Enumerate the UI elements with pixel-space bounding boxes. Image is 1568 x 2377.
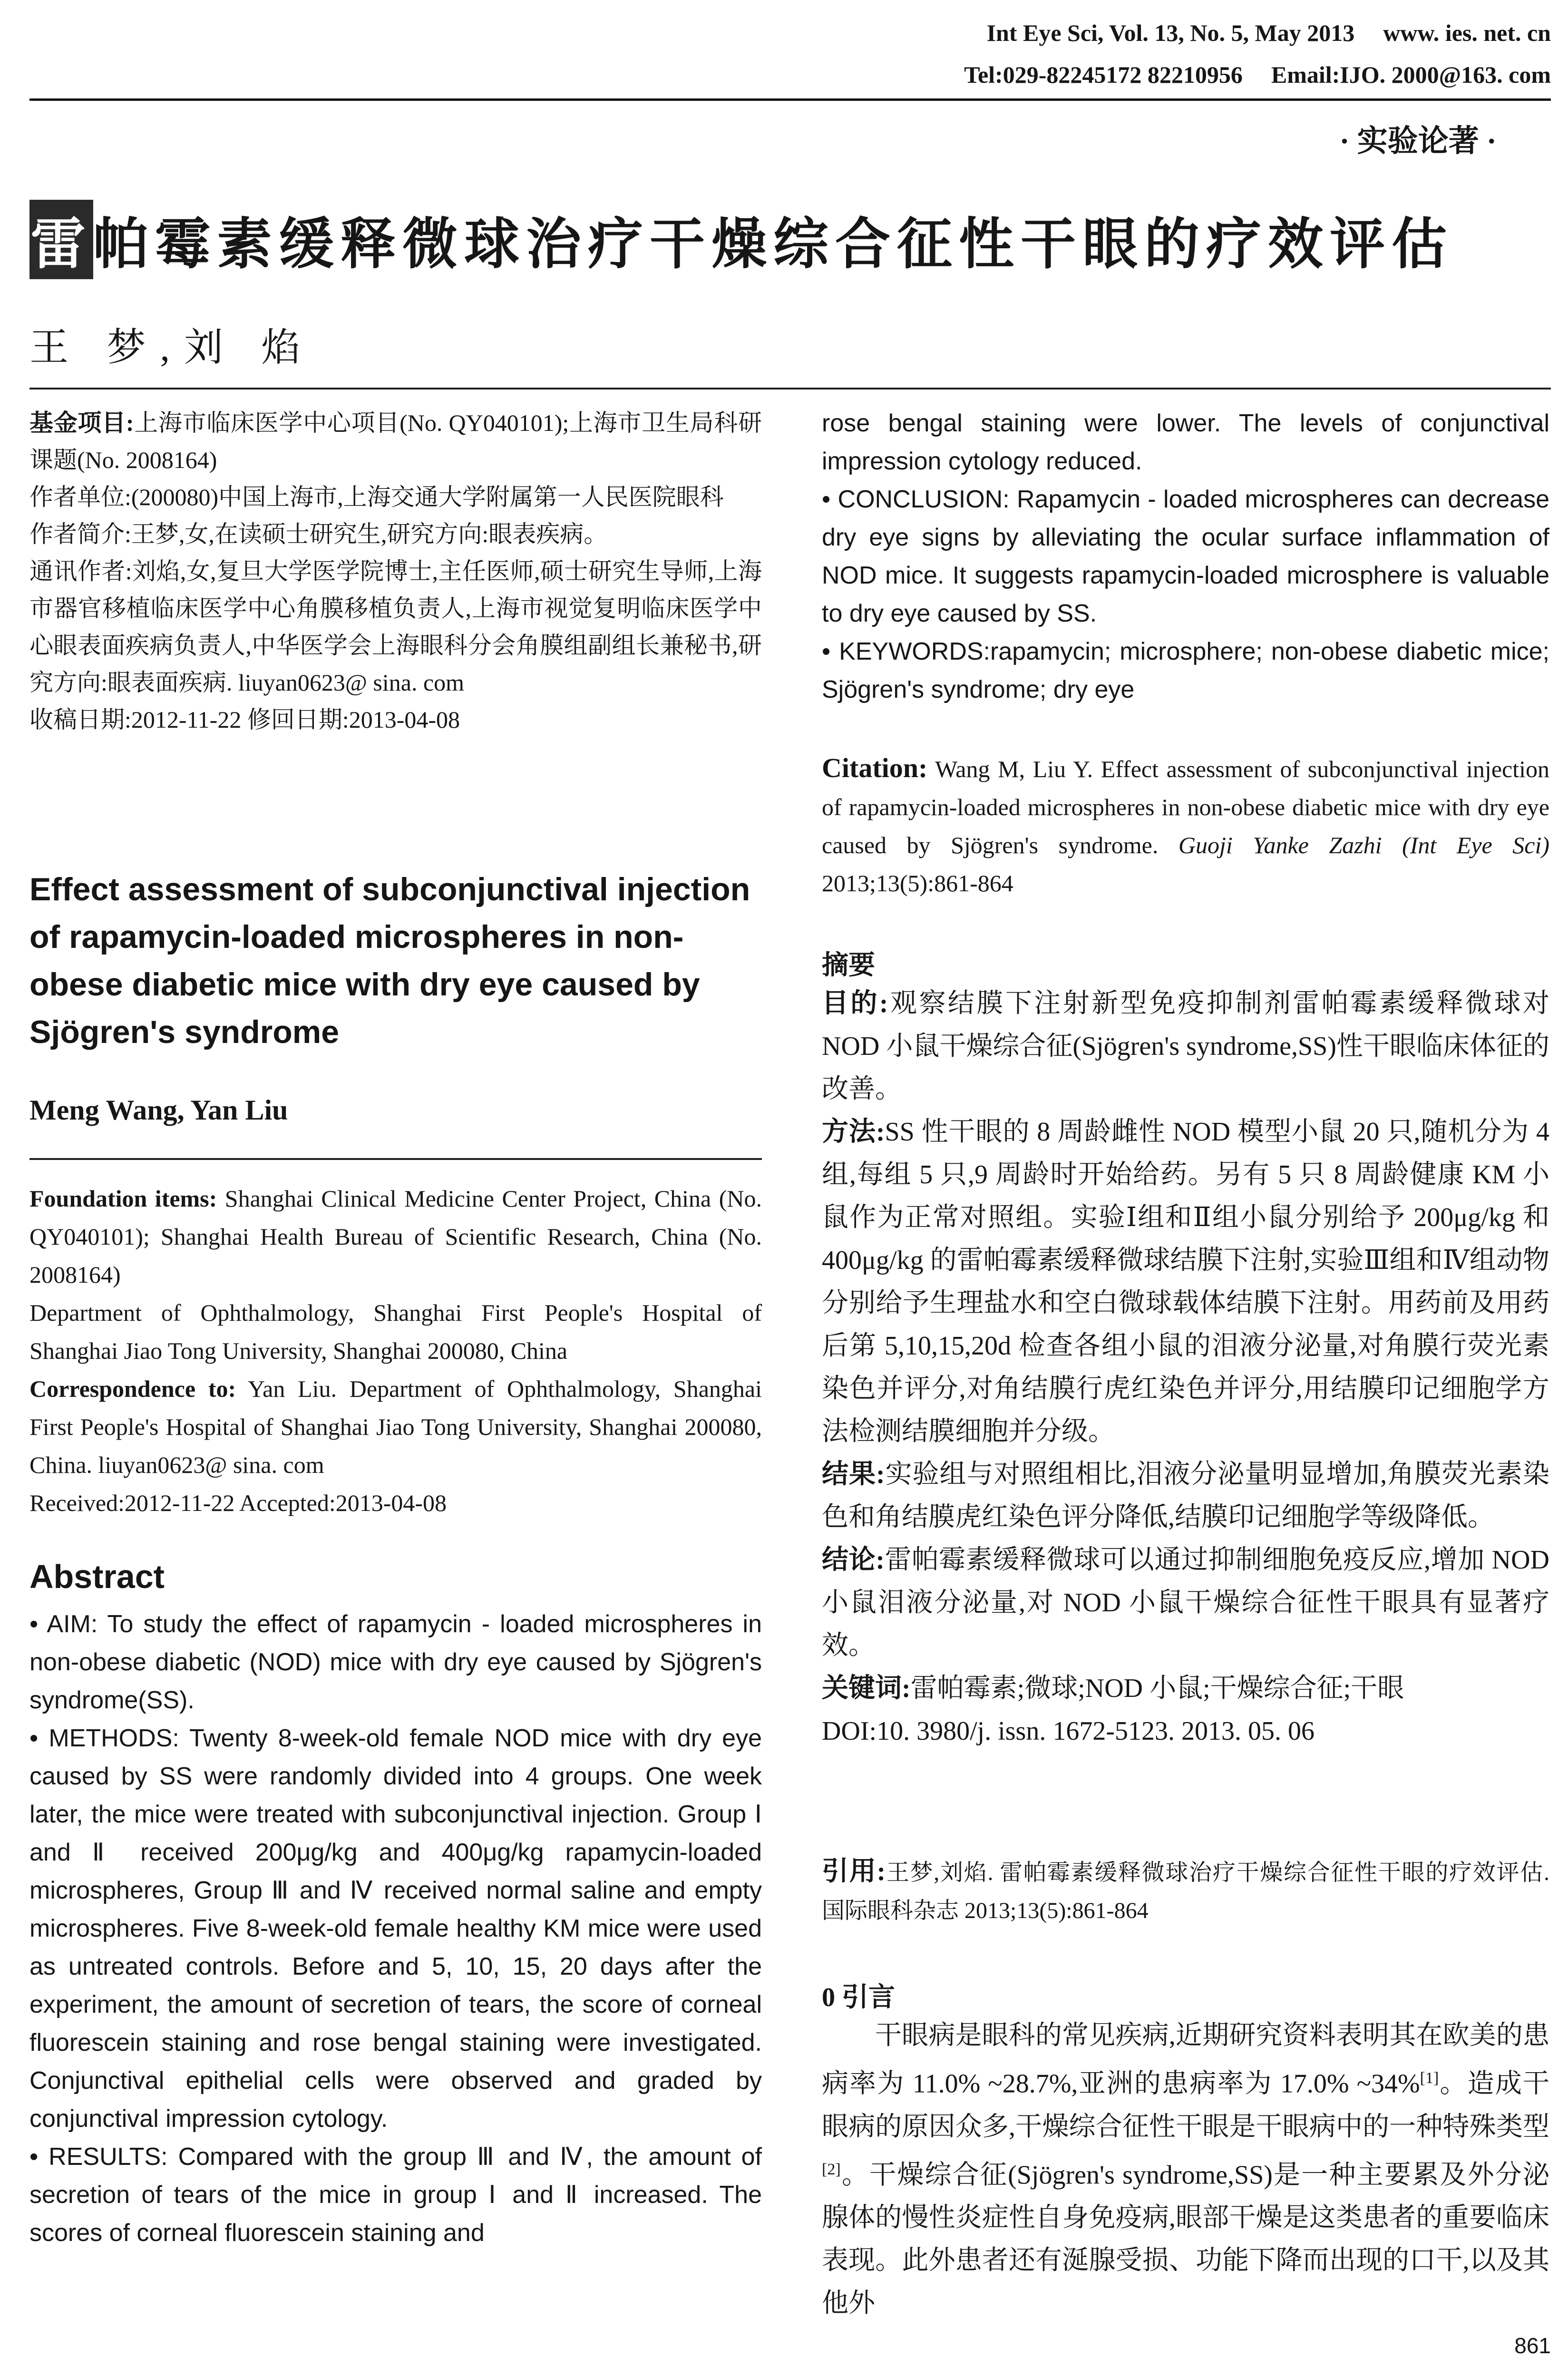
abstract-para: • METHODS: Twenty 8-week-old female NOD mice with dry eye caused by SS were randomly divided into 4 groups. One week later, the mice were treated with subconjunctival injection. Group Ⅰ and Ⅱ received 200μg/kg and 400μg/kg rapamycin-loaded microspheres, Group Ⅲ and Ⅳ received normal saline and empty microspheres. Five 8-week-old female healthy KM mice were used as untreated controls. Before and 5, 10, 15, 20 days after the experiment, the amount of secretion of tears, the score of corneal fluorescein staining and rose bengal staining were investigated. Conjunctival epithelial cells were observed and graded by conjunctival impression cytology. [29, 1724, 762, 2133]
header-rule [29, 98, 1551, 101]
ref-citation[interactable]: [1] [1420, 2069, 1439, 2087]
abstract-cont [822, 404, 1549, 709]
cn-info-item: 作者简介:王梦,女,在读硕士研究生,研究方向:眼表疾病。 [29, 521, 608, 547]
cn-abstract-heading: 摘要 [822, 951, 875, 980]
journal-citation: Int Eye Sci, Vol. 13, No. 5, May 2013 [986, 19, 1355, 46]
cn-info-block [29, 404, 762, 738]
journal-header-line1 [987, 19, 1551, 47]
abstract-para: • AIM: To study the effect of rapamycin - loaded microspheres in non-obese diabetic (NOD) mice with dry eye caused by Sjögren's syndrome(SS). [29, 1610, 762, 1714]
citation-cn: 引用:王梦,刘焰. 雷帕霉素缓释微球治疗干燥综合征性干眼的疗效评估. 国际眼科杂志 2013;13(5):861-864 [822, 1857, 1549, 1923]
cn-abstract-item: 方法:SS 性干眼的 8 周龄雌性 NOD 模型小鼠 20 只,随机分为 4 组,每组 5 只,9 周龄时开始给药。另有 5 只 8 周龄健康 KM 小鼠作为正常对照组。实验Ⅰ组和Ⅱ组小鼠分别给予 200μg/kg 和 400μg/kg 的雷帕霉素缓释微球结膜下注射,实验Ⅲ组和Ⅳ组动物分别给予生理盐水和空白微球载体结膜下注射。用药前及用药后第 5,10,15,20d 检查各组小鼠的泪液分泌量,对角膜行荧光素染色并评分,对角结膜行虎红染色并评分,用结膜印记细胞学方法检测结膜细胞并分级。 [822, 1117, 1550, 1446]
title-rest: 帕霉素缓释微球治疗干燥综合征性干眼的疗效评估 [93, 212, 1453, 276]
abstract-para: • KEYWORDS:rapamycin; microsphere; non-obese diabetic mice; Sjögren's syndrome; dry eye [822, 638, 1549, 703]
cn-info-item: 基金项目:上海市临床医学中心项目(No. QY040101);上海市卫生局科研课题(No. 2008164) [29, 409, 762, 473]
en-info-item: Department of Ophthalmology, Shanghai First People's Hospital of Shanghai Jiao Tong University, Shanghai 200080, China [29, 1299, 762, 1364]
intro-text: 干眼病是眼科的常见疾病,近期研究资料表明其在欧美的患病率为 11.0% ~28.7%,亚洲的患病率为 17.0% ~34%[1]。造成干眼病的原因众多,干燥综合征性干眼是干眼病中的一种特殊类型[2]。干燥综合征(Sjögren's syndrome,SS)是一种主要累及外分泌腺体的慢性炎症性自身免疫病,眼部干燥是这类患者的重要临床表现。此外患者还有涎腺受损、功能下降而出现的口干,以及其他外 [822, 2021, 1550, 2319]
en-info-item: Foundation items: Shanghai Clinical Medicine Center Project, China (No. QY040101); Shanghai Health Bureau of Scientific Research, China (No. 2008164) [29, 1185, 762, 1288]
authors-cn: 王 梦,刘 焰 [29, 326, 315, 369]
cn-info-item: 收稿日期:2012-11-22 修回日期:2013-04-08 [29, 706, 460, 733]
page-number: 861 [1514, 2333, 1551, 2358]
abstract-para: • RESULTS: Compared with the group Ⅲ and Ⅳ, the amount of secretion of tears of the mice in group Ⅰ and Ⅱ increased. The scores of corneal fluorescein staining and [29, 2143, 762, 2247]
en-authors: Meng Wang, Yan Liu [29, 1094, 288, 1126]
journal-header-line2 [964, 61, 1551, 88]
cn-info-item: 作者单位:(200080)中国上海市,上海交通大学附属第一人民医院眼科 [29, 484, 724, 510]
en-info-item: Correspondence to: Yan Liu. Department of Ophthalmology, Shanghai First People's Hospital of Shanghai Jiao Tong University, Shanghai 200080, China. liuyan0623@ sina. com [29, 1375, 762, 1478]
citation-label: Citation: [822, 752, 928, 783]
abstract-para: • CONCLUSION: Rapamycin - loaded microspheres can decrease dry eye signs by alleviating the ocular surface inflammation of NOD mice. It suggests rapamycin-loaded microsphere is valuable to dry eye caused by SS. [822, 486, 1549, 627]
en-title: Effect assessment of subconjunctival injection of rapamycin-loaded microspheres in non-obese diabetic mice with dry eye caused by Sjögren's syndrome [29, 871, 750, 1050]
abstract-heading: Abstract [29, 1558, 165, 1595]
journal-website: www. ies. net. cn [1383, 19, 1551, 46]
abstract-body [29, 1605, 762, 2252]
journal-tel: Tel:029-82245172 82210956 [964, 61, 1243, 88]
cn-info-item: 通讯作者:刘焰,女,复旦大学医学院博士,主任医师,硕士研究生导师,上海市器官移植临床医学中心角膜移植负责人,上海市视觉复明临床医学中心眼表面疾病负责人,中华医学会上海眼科分会角膜组副组长兼秘书,研究方向:眼表面疾病. liuyan0623@ sina. com [29, 558, 762, 696]
citation-en: Citation: Wang M, Liu Y. Effect assessment of subconjunctival injection of rapamycin-loaded microspheres in non-obese diabetic mice with dry eye caused by Sjögren's syndrome. Guoji Yanke Zazhi (Int Eye Sci) 2013;13(5):861-864 [822, 752, 1549, 896]
article-title [29, 200, 1453, 279]
cn-abstract-item: 目的:观察结膜下注射新型免疫抑制剂雷帕霉素缓释微球对 NOD 小鼠干燥综合征(Sjögren's syndrome,SS)性干眼临床体征的改善。 [822, 989, 1549, 1104]
en-info-item: Received:2012-11-22 Accepted:2013-04-08 [29, 1490, 447, 1516]
intro-heading: 0 引言 [822, 1983, 895, 2012]
title-first-char: 雷 [29, 200, 93, 279]
abstract-para: rose bengal staining were lower. The levels of conjunctival impression cytology reduced. [822, 409, 1549, 475]
title-rule [29, 388, 1551, 390]
journal-email: Email:IJO. 2000@163. com [1271, 61, 1551, 88]
cn-abstract-item: 结论:雷帕霉素缓释微球可以通过抑制细胞免疫反应,增加 NOD 小鼠泪液分泌量,对 NOD 小鼠干燥综合征性干眼具有显著疗效。 [822, 1545, 1549, 1660]
en-info-rule [29, 1158, 762, 1160]
section-label: · 实验论著 · [1339, 124, 1497, 158]
cn-abstract-body [822, 982, 1549, 1753]
doi: DOI:10. 3980/j. issn. 1672-5123. 2013. 05. 06 [822, 1716, 1315, 1746]
cn-abstract-item: 结果:实验组与对照组相比,泪液分泌量明显增加,角膜荧光素染色和角结膜虎红染色评分降低,结膜印记细胞学等级降低。 [822, 1460, 1549, 1532]
en-info-block [29, 1179, 762, 1522]
cn-abstract-item: 关键词:雷帕霉素;微球;NOD 小鼠;干燥综合征;干眼 [822, 1674, 1404, 1703]
ref-citation[interactable]: [2] [822, 2160, 841, 2178]
